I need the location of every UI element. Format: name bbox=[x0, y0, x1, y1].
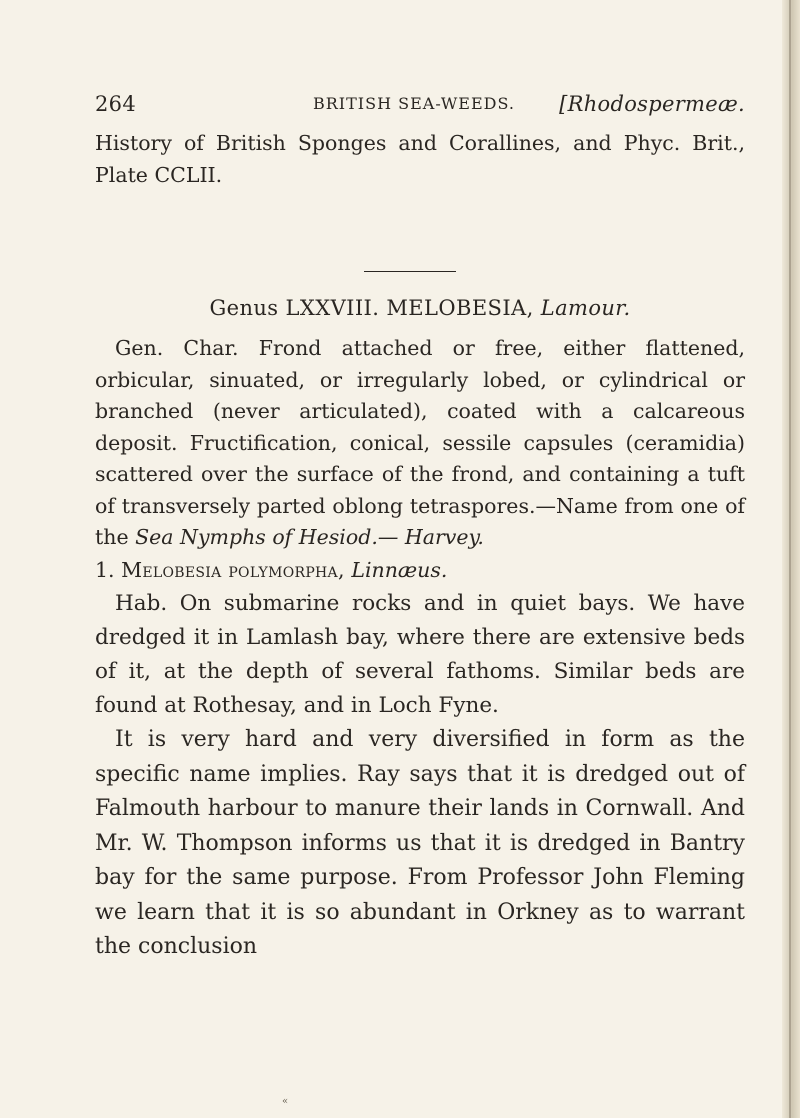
species-name: Melobesia polymorpha, bbox=[121, 558, 345, 582]
genus-heading bbox=[95, 296, 745, 320]
genus-heading-text: Genus LXXVIII. MELOBESIA, bbox=[209, 296, 541, 320]
generic-character-text: Gen. Char. Frond attached or free, either flattened, orbicular, sinuated, or irregularly lobed, or cylindrical or branched (never articulated), coated with a calcareous deposit. Fructification, conical, sessile capsules (ceramidia) scattered over the surface of the frond, and containing a tuft of transversely parted oblong tetraspores.—Name from one of the bbox=[95, 336, 745, 549]
description-paragraph: It is very hard and very diversified in form as the specific name implies. Ray says that it is dredged out of Falmouth harbour to manure their lands in Cornwall. And Mr. W. Thompson informs us that it is dredged in Bantry bay for the same purpose. From Professor John Fleming we learn that it is so abundant in Orkney as to warrant the conclusion bbox=[95, 727, 745, 959]
habitat-paragraph: Hab. On submarine rocks and in quiet bays. We have dredged it in Lamlash bay, where there are extensive beds of it, at the depth of several fathoms. Similar beds are found at Rothesay, and in Loch Fyne. bbox=[95, 591, 745, 718]
species-heading bbox=[95, 555, 745, 587]
reference-paragraph: History of British Sponges and Corallines, and Phyc. Brit., Plate CCLII. bbox=[95, 131, 745, 187]
page-number: 264 bbox=[95, 92, 136, 116]
genus-author: Lamour. bbox=[540, 296, 631, 320]
section-divider bbox=[364, 271, 456, 272]
page-edge-line bbox=[789, 0, 791, 1118]
page-binding-edge bbox=[782, 0, 800, 1118]
species-number: 1. bbox=[95, 558, 115, 582]
species-author: Linnæus. bbox=[351, 558, 448, 582]
footer-mark: « bbox=[282, 1096, 289, 1107]
running-title: BRITISH SEA-WEEDS. bbox=[313, 94, 515, 113]
attribution: Harvey. bbox=[404, 525, 484, 549]
running-head bbox=[95, 92, 745, 122]
name-source: Sea Nymphs of Hesiod.— bbox=[135, 525, 399, 549]
generic-character-paragraph bbox=[95, 333, 745, 554]
section-name: [Rhodospermeæ. bbox=[559, 92, 745, 116]
